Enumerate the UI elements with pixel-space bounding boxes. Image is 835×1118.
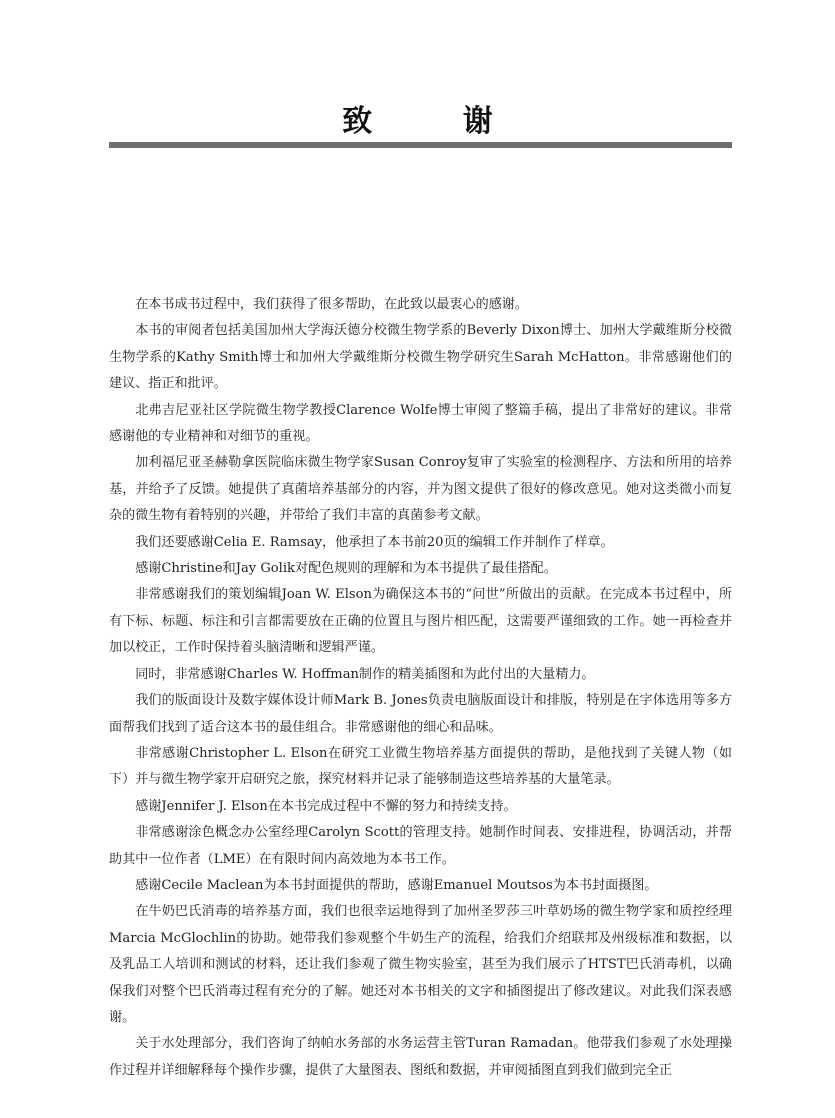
paragraph: 非常感谢我们的策划编辑Joan W. Elson为确保这本书的“问世”所做出的贡献。在完成本书过程中，所有下标、标题、标注和引言都需要放在正确的位置且与图片相匹配，这需要严谨细致的工作。她一再检查并加以校正，工作时保持着头脑清晰和逻辑严谨。 <box>109 587 732 656</box>
paragraph: 加利福尼亚圣赫勒拿医院临床微生物学家Susan Conroy复审了实验室的检测程序、方法和所用的培养基，并给予了反馈。她提供了真菌培养基部分的内容，并为图文提供了很好的修改意见。她对这类微小而复杂的微生物有着特别的兴趣，并带给了我们丰富的真菌参考文献。 <box>109 455 732 524</box>
page-title: 致 谢 <box>342 104 533 139</box>
paragraph: 关于水处理部分，我们咨询了纳帕水务部的水务运营主管Turan Ramadan。他带我们参观了水处理操作过程并详细解释每个操作步骤，提供了大量图表、图纸和数据，并审阅插图直到我们做到完全正 <box>109 1036 732 1078</box>
paragraph: 非常感谢涂色概念办公室经理Carolyn Scott的管理支持。她制作时间表、安排进程，协调活动，并帮助其中一位作者（LME）在有限时间内高效地为本书工作。 <box>109 825 732 867</box>
paragraph: 非常感谢Christopher L. Elson在研究工业微生物培养基方面提供的帮助，是他找到了关键人物（如下）并与微生物学家开启研究之旅，探究材料并记录了能够制造这些培养基的大量笔录。 <box>109 745 732 788</box>
paragraph: 感谢Christine和Jay Golik对配色规则的理解和为本书提供了最佳搭配。 <box>135 561 557 577</box>
paragraph: 感谢Cecile Maclean为本书封面提供的帮助，感谢Emanuel Moutsos为本书封面摄图。 <box>135 877 658 893</box>
paragraph: 在牛奶巴氏消毒的培养基方面，我们也很幸运地得到了加州圣罗莎三叶草奶场的微生物学家和质控经理Marcia McGlochlin的协助。她带我们参观整个牛奶生产的流程，给我们介绍联邦及州级标准和数据，以及乳品工人培训和测试的材料，还让我们参观了微生物实验室，甚至为我们展示了HTST巴氏消毒机，以确保我们对整个巴氏消毒过程有充分的了解。她还对本书相关的文字和插图提出了修改建议。对此我们深表感谢。 <box>109 904 732 1025</box>
paragraph: 北弗吉尼亚社区学院微生物学教授Clarence Wolfe博士审阅了整篇手稿，提出了非常好的建议。非常感谢他的专业精神和对细节的重视。 <box>109 402 732 445</box>
acknowledgements-body <box>109 292 732 1084</box>
paragraph: 我们还要感谢Celia E. Ramsay，他承担了本书前20页的编辑工作并制作了样章。 <box>135 534 614 550</box>
paragraph: 感谢Jennifer J. Elson在本书完成过程中不懈的努力和持续支持。 <box>135 798 517 814</box>
paragraph: 在本书成书过程中，我们获得了很多帮助，在此致以最衷心的感谢。 <box>135 297 528 312</box>
paragraph: 我们的版面设计及数字媒体设计师Mark B. Jones负责电脑版面设计和排版，特别是在字体选用等多方面帮我们找到了适合这本书的最佳组合。非常感谢他的细心和品味。 <box>109 693 732 735</box>
paragraph: 本书的审阅者包括美国加州大学海沃德分校微生物学系的Beverly Dixon博士、加州大学戴维斯分校微生物学系的Kathy Smith博士和加州大学戴维斯分校微生物学研究生Sarah McHatton。非常感谢他们的建议、指正和批评。 <box>109 323 732 392</box>
paragraph: 同时，非常感谢Charles W. Hoffman制作的精美插图和为此付出的大量精力。 <box>135 666 595 682</box>
title-underline-rule <box>109 142 732 148</box>
